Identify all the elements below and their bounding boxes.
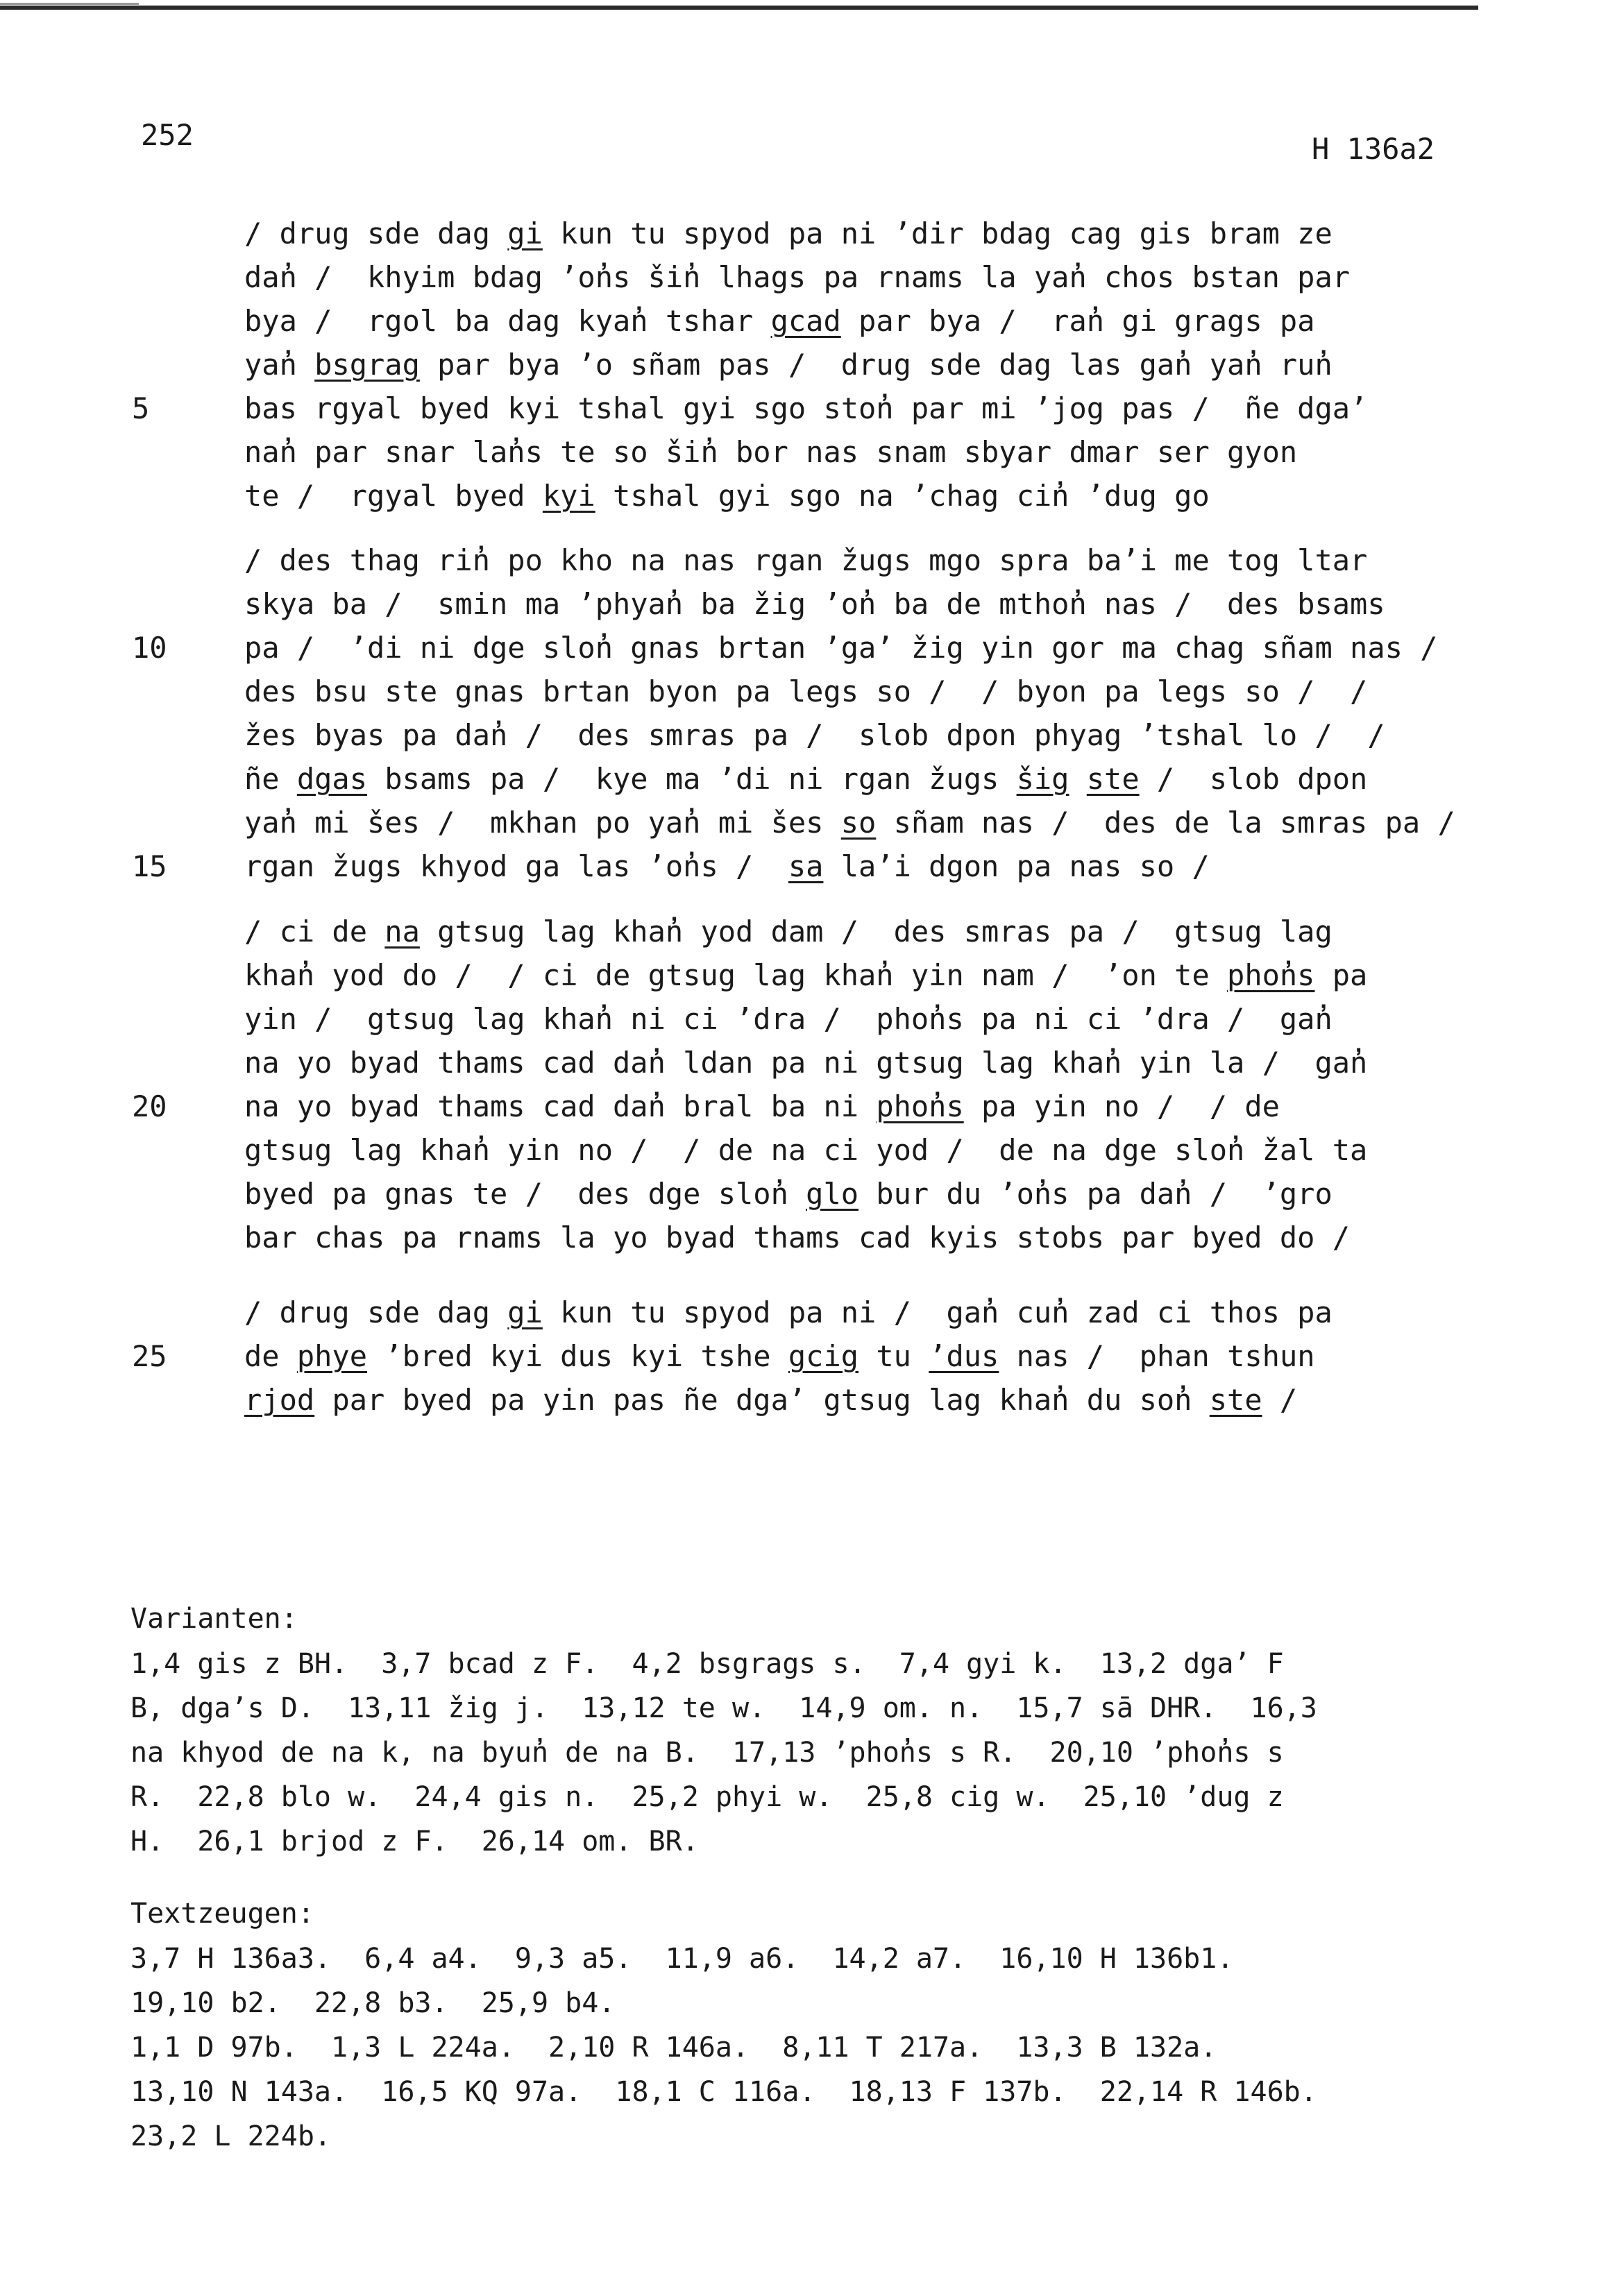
text-segment: ñe — [244, 762, 297, 796]
text-segment: / ci de — [244, 915, 385, 949]
underlined-word: rjod — [244, 1383, 315, 1417]
text-segment: skya ba / smin ma ’phyan̓ ba žig ’on̓ ba de mthon̓ nas / des bsams — [244, 587, 1385, 621]
text-segment: bur du ’on̓s pa dan̓ / ’gro — [858, 1177, 1333, 1211]
text-line — [244, 343, 1466, 386]
textzeugen-line: 13,10 N 143a. 16,5 KQ 97a. 18,1 C 116a. 18,13 F 137b. 22,14 R 146b. — [130, 2076, 1317, 2108]
text-segment: / drug sde dag — [244, 216, 508, 250]
text-line — [244, 582, 1466, 626]
text-segment: yan̓ — [244, 348, 315, 382]
text-segment: te / rgyal byed — [244, 479, 543, 513]
text-line — [244, 713, 1466, 757]
varianten-lines — [130, 1642, 1449, 1864]
varianten-line: na khyod de na k, na byun̓ de na B. 17,13 ’phon̓s s R. 20,10 ’phon̓s s — [130, 1737, 1284, 1769]
textzeugen-section — [130, 1891, 1449, 2159]
text-segment: par bya ’o sñam pas / drug sde dag las gan̓ yan̓ run̓ — [419, 348, 1333, 382]
text-segment: pa / ’di ni dge slon̓ gnas brtan ’ga’ žig yin gor ma chag sñam nas / — [244, 631, 1438, 665]
underlined-word: gcad — [770, 304, 841, 338]
paragraph-4 — [132, 1291, 1466, 1422]
text-line — [244, 910, 1466, 953]
text-segment: pa — [1314, 958, 1368, 992]
textzeugen-line: 23,2 L 224b. — [130, 2120, 331, 2152]
text-segment: byed pa gnas te / des dge slon̓ — [244, 1177, 806, 1211]
varianten-line: B, dga’s D. 13,11 žig j. 13,12 te w. 14,9 om. n. 15,7 sā DHR. 16,3 — [130, 1692, 1317, 1724]
text-segment: / des thag rin̓ po kho na nas rgan žugs mgo spra ba’i me tog ltar — [244, 543, 1368, 577]
varianten-line: H. 26,1 brjod z F. 26,14 om. BR. — [130, 1826, 699, 1857]
text-line — [244, 997, 1466, 1041]
text-segment — [1069, 762, 1086, 796]
text-line — [244, 1128, 1466, 1172]
text-segment: / — [1262, 1383, 1298, 1417]
page-number: 252 — [141, 118, 194, 152]
text-line — [132, 386, 1466, 430]
text-line — [132, 844, 1466, 888]
textzeugen-heading: Textzeugen: — [130, 1898, 314, 1930]
text-segment: gtsug lag khan̓ yod dam / des smras pa / gtsug lag — [419, 915, 1333, 949]
text-line — [244, 1378, 1466, 1422]
underlined-word: gi — [507, 216, 543, 250]
top-rule — [0, 6, 1478, 10]
underlined-word: gcig — [788, 1339, 859, 1373]
text-segment: gtsug lag khan̓ yin no / / de na ci yod / de na dge slon̓ žal ta — [244, 1133, 1368, 1167]
underlined-word: gi — [507, 1295, 543, 1329]
underlined-word: dgas — [296, 762, 368, 796]
textzeugen-line: 19,10 b2. 22,8 b3. 25,9 b4. — [130, 1987, 616, 2019]
underlined-word: ste — [1086, 762, 1140, 796]
text-line — [132, 1334, 1466, 1378]
text-segment: kun tu spyod pa ni / gan̓ cun̓ zad ci thos pa — [542, 1295, 1333, 1329]
text-line — [132, 626, 1466, 670]
textzeugen-line: 1,1 D 97b. 1,3 L 224a. 2,10 R 146a. 8,11 T 217a. 13,3 B 132a. — [130, 2032, 1217, 2064]
text-line — [244, 430, 1466, 474]
text-segment: pa yin no / / de — [963, 1089, 1280, 1123]
text-segment: / slob dpon — [1139, 762, 1368, 796]
text-line — [244, 1172, 1466, 1216]
text-segment: kun tu spyod pa ni ’dir bdag cag gis bram ze — [542, 216, 1333, 250]
text-line — [244, 1041, 1466, 1085]
line-number: 25 — [132, 1339, 167, 1373]
underlined-word: šig — [1016, 762, 1069, 796]
text-segment: par bya / ran̓ gi grags pa — [840, 304, 1315, 338]
text-segment: bas rgyal byed kyi tshal gyi sgo ston̓ par mi ’jog pas / ñe dga’ — [244, 391, 1368, 425]
text-line — [244, 953, 1466, 997]
text-segment: la’i dgon pa nas so / — [823, 849, 1210, 883]
text-segment: tu — [858, 1339, 929, 1373]
line-number: 20 — [132, 1089, 167, 1123]
manuscript-siglum: H 136a2 — [1311, 132, 1435, 166]
text-line — [132, 1085, 1466, 1128]
text-segment: tshal gyi sgo na ’chag cin̓ ’dug go — [595, 479, 1210, 513]
text-segment: nas / phan tshun — [999, 1339, 1315, 1373]
paragraph-1 — [132, 212, 1466, 518]
underlined-word: glo — [806, 1177, 859, 1211]
text-segment: žes byas pa dan̓ / des smras pa / slob dpon phyag ’tshal lo / / — [244, 718, 1385, 752]
text-segment: sñam nas / des de la smras pa / — [876, 806, 1455, 840]
underlined-word: sa — [788, 849, 824, 883]
text-segment: bya / rgol ba dag kyan̓ tshar — [244, 304, 771, 338]
text-segment: yin / gtsug lag khan̓ ni ci ’dra / phon̓s pa ni ci ’dra / gan̓ — [244, 1002, 1333, 1036]
text-line — [244, 757, 1466, 801]
paragraph-3 — [132, 910, 1466, 1259]
line-number: 5 — [132, 391, 150, 425]
text-line — [244, 801, 1466, 844]
text-segment: de — [244, 1339, 297, 1373]
varianten-line: 1,4 gis z BH. 3,7 bcad z F. 4,2 bsgrags s. 7,4 gyi k. 13,2 dga’ F — [130, 1648, 1284, 1680]
varianten-heading: Varianten: — [130, 1603, 298, 1635]
underlined-word: ste — [1209, 1383, 1262, 1417]
text-segment: na yo byad thams cad dan̓ bral ba ni — [244, 1089, 877, 1123]
line-number: 10 — [132, 631, 167, 665]
underlined-word: kyi — [542, 479, 595, 513]
underlined-word: so — [840, 806, 877, 840]
underlined-word: phon̓s — [1227, 958, 1315, 992]
text-segment: dan̓ / khyim bdag ’on̓s šin̓ lhags pa rnams la yan̓ chos bstan par — [244, 260, 1351, 294]
text-segment: rgan žugs khyod ga las ’on̓s / — [244, 849, 788, 883]
text-segment: / drug sde dag — [244, 1295, 508, 1329]
textzeugen-line: 3,7 H 136a3. 6,4 a4. 9,3 a5. 11,9 a6. 14,2 a7. 16,10 H 136b1. — [130, 1943, 1234, 1975]
text-segment: bar chas pa rnams la yo byad thams cad kyis stobs par byed do / — [244, 1221, 1351, 1255]
varianten-line: R. 22,8 blo w. 24,4 gis n. 25,2 phyi w. 25,8 cig w. 25,10 ’dug z — [130, 1781, 1284, 1813]
text-segment: des bsu ste gnas brtan byon pa legs so / / byon pa legs so / / — [244, 674, 1368, 708]
text-segment: nan̓ par snar lan̓s te so šin̓ bor nas snam sbyar dmar ser gyon — [244, 435, 1298, 469]
paragraph-2 — [132, 538, 1466, 888]
underlined-word: na — [384, 915, 420, 949]
text-line — [244, 670, 1466, 713]
line-number: 15 — [132, 849, 167, 883]
underlined-word: phye — [296, 1339, 368, 1373]
text-segment: khan̓ yod do / / ci de gtsug lag khan̓ yin nam / ’on te — [244, 958, 1228, 992]
text-segment: yan̓ mi šes / mkhan po yan̓ mi šes — [244, 806, 841, 840]
scan-edge-mark — [0, 3, 139, 5]
text-line — [244, 212, 1466, 255]
text-segment: bsams pa / kye ma ’di ni rgan žugs — [367, 762, 1017, 796]
underlined-word: phon̓s — [876, 1089, 964, 1123]
text-segment: par byed pa yin pas ñe dga’ gtsug lag khan̓ du son̓ — [314, 1383, 1210, 1417]
text-line — [244, 538, 1466, 582]
text-line — [244, 1291, 1466, 1334]
text-line — [244, 474, 1466, 518]
text-line — [244, 255, 1466, 299]
varianten-section — [130, 1596, 1449, 1864]
underlined-word: bsgrag — [314, 348, 420, 382]
underlined-word: ’dus — [929, 1339, 999, 1373]
text-segment: ’bred kyi dus kyi tshe — [367, 1339, 788, 1373]
textzeugen-lines — [130, 1937, 1449, 2159]
text-segment: na yo byad thams cad dan̓ ldan pa ni gtsug lag khan̓ yin la / gan̓ — [244, 1046, 1368, 1080]
text-line — [244, 1216, 1466, 1259]
text-line — [244, 299, 1466, 343]
